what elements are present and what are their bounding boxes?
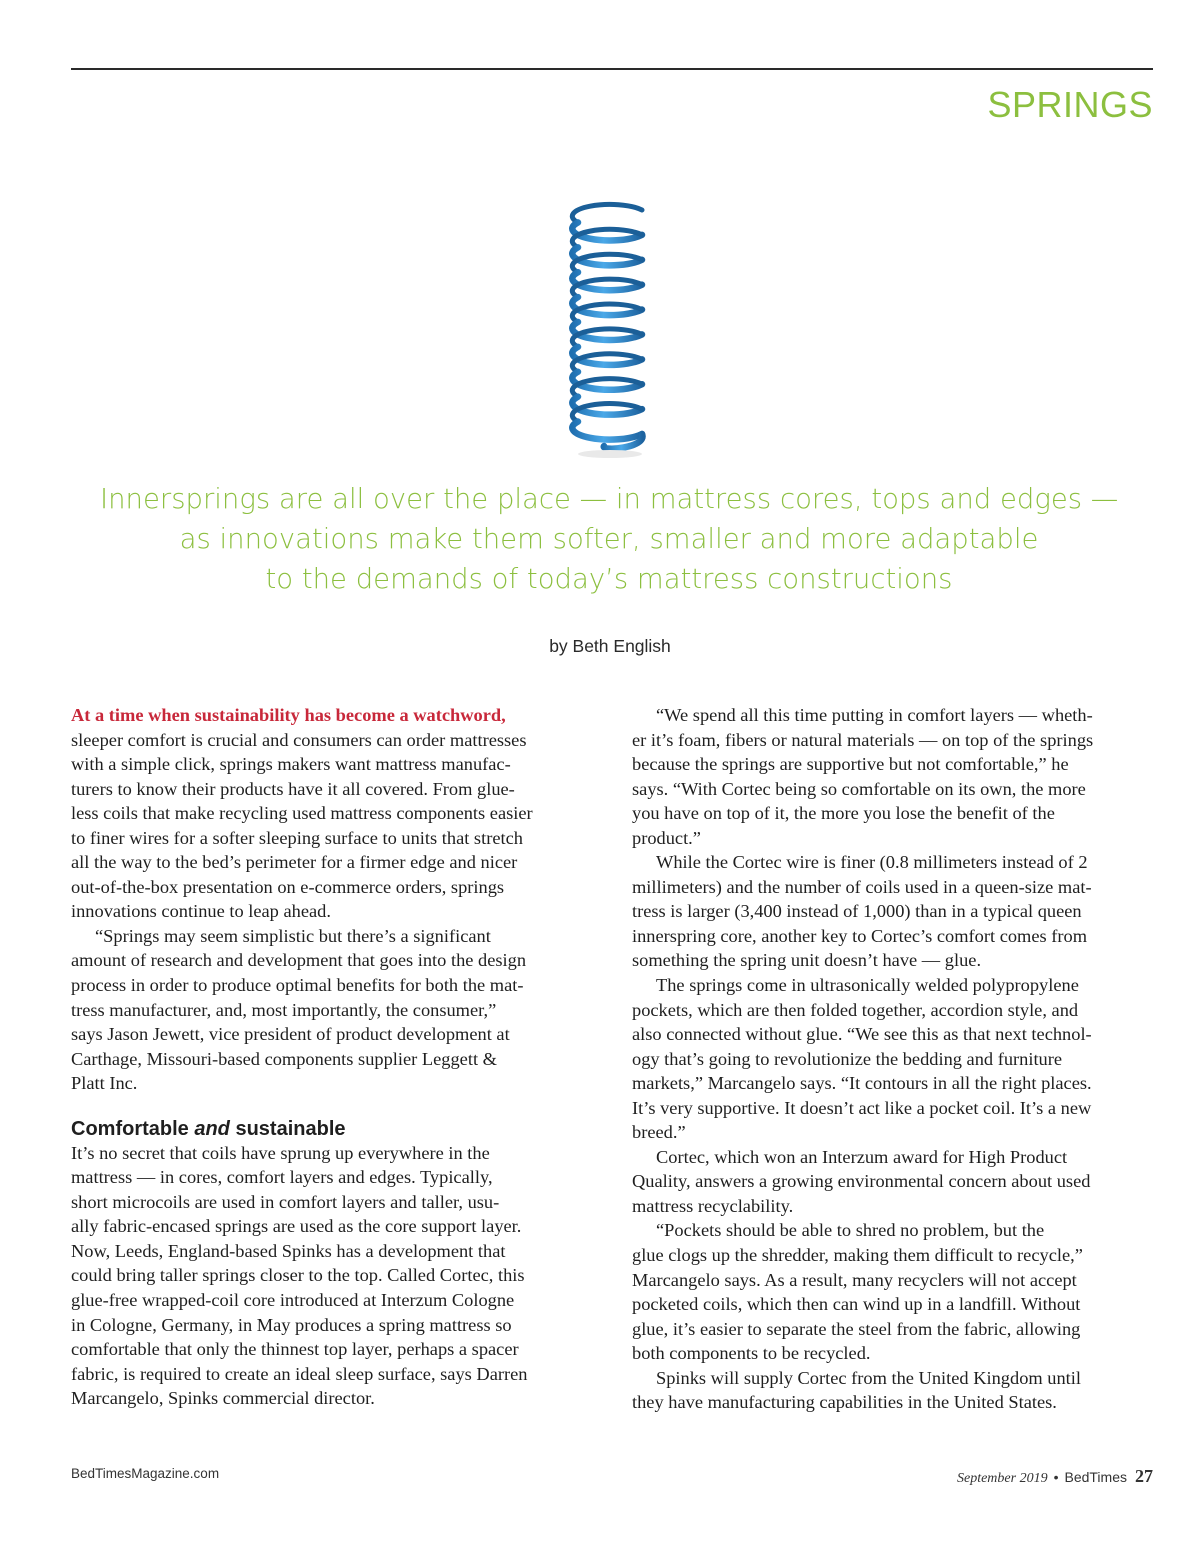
paragraph: It’s no secret that coils have sprung up everywhere in the mattress — in cores, comfort layers and edges. Typically, short microcoils are used in comfort layers and taller, usu- ally fabric-encased springs are used as the core support layer. Now, Leeds, England-based Spinks has a development that could bring taller springs closer to the top. Called Cortec, this glue-free wrapped-coil core introduced at Interzum Cologne in Cologne, Germany, in May produces a spring mattress so comfortable that only the thinnest top layer, perhaps a spacer fabric, is required to create an ideal sleep surface, says Darren Marcangelo, Spinks commercial director. (71, 1142, 528, 1409)
coil-spring-icon (555, 196, 665, 460)
footer-folio (957, 1466, 1153, 1487)
deck-subtitle (100, 479, 1118, 599)
deck-line: to the demands of today’s mattress constructions (265, 563, 953, 595)
paragraph: The springs come in ultrasonically welded polypropylene pockets, which are then folded together, accordion style, and also connected without glue. “We see this as that next technol- ogy that’s going to revolutionize the bedding and furniture markets,” Marcangelo says. “It contours in all the right places. It’s very supportive. It doesn’t act like a pocket coil. It’s a new breed.” (632, 975, 1092, 1143)
lead-in: At a time when sustainability has become a watchword, (71, 705, 506, 725)
deck-line: Innersprings are all over the place — in mattress cores, tops and edges — (100, 483, 1119, 515)
paragraph: Cortec, which won an Interzum award for High Product Quality, answers a growing environmental concern about used mattress recyclability. (632, 1146, 1091, 1216)
footer-magazine: BedTimes (1064, 1469, 1127, 1485)
paragraph: Spinks will supply Cortec from the United Kingdom until they have manufacturing capabilities in the United States. (632, 1367, 1082, 1413)
header-rule (71, 68, 1153, 70)
footer-website: BedTimesMagazine.com (71, 1466, 220, 1481)
paragraph: “Pockets should be able to shred no problem, but the glue clogs up the shredder, making them difficult to recycle,” Marcangelo says. As a result, many recyclers will not accept pocketed coils, which then can wind up in a landfill. Without glue, it’s easier to separate the steel from the fabric, allowing both components to be recycled. (632, 1220, 1083, 1364)
paragraph: “We spend all this time putting in comfort layers — wheth- er it’s foam, fibers or natural materials — on top of the springs because the springs are supportive but not comfortable,” he says. “With Cortec being so comfortable on its own, the more you have on top of it, the more you lose the benefit of the product.” (632, 705, 1094, 848)
subhead-text: Comfortable (71, 1117, 195, 1140)
article-column-left (71, 703, 599, 1411)
subhead-text: sustainable (229, 1117, 346, 1140)
paragraph-text: sleeper comfort is crucial and consumers can order mattresses with a simple click, springs makers want mattress manufac- turers to know their products have it all covered. From glue- less coils that make recycling used mattress components easier to finer wires for a softer sleeping surface to units that stretch all the way to the bed’s perimeter for a firmer edge and nicer out-of-the-box presentation on e-commerce orders, springs innovations continue to leap ahead. (71, 729, 533, 922)
subhead-emphasis: and (194, 1117, 230, 1140)
article-column-right (632, 703, 1160, 1415)
footer-date: September 2019 (956, 1471, 1048, 1486)
footer-separator: • (1053, 1469, 1059, 1485)
spring-coil-back (572, 204, 642, 222)
spring-coil-front (572, 422, 642, 440)
deck-line: as innovations make them softer, smaller and more adaptable (179, 523, 1039, 555)
paragraph: “Springs may seem simplistic but there’s a significant amount of research and development that goes into the design process in order to produce optimal benefits for both the mat- tress manufacturer, and, most importantly, the consumer,” says Jason Jewett, vice president of product development at Carthage, Missouri-based components supplier Leggett & Platt Inc. (71, 925, 527, 1094)
section-subhead (71, 1117, 599, 1141)
byline: by Beth English (549, 636, 671, 656)
section-label: SPRINGS (987, 84, 1153, 125)
paragraph (71, 703, 599, 924)
page-number: 27 (1135, 1466, 1153, 1486)
paragraph: While the Cortec wire is finer (0.8 millimeters instead of 2 millimeters) and the number of coils used in a queen-size mat- tress is larger (3,400 instead of 1,000) than in a typical queen innerspring core, another key to Cortec’s comfort comes from something the spring unit doesn’t have — glue. (632, 852, 1092, 971)
